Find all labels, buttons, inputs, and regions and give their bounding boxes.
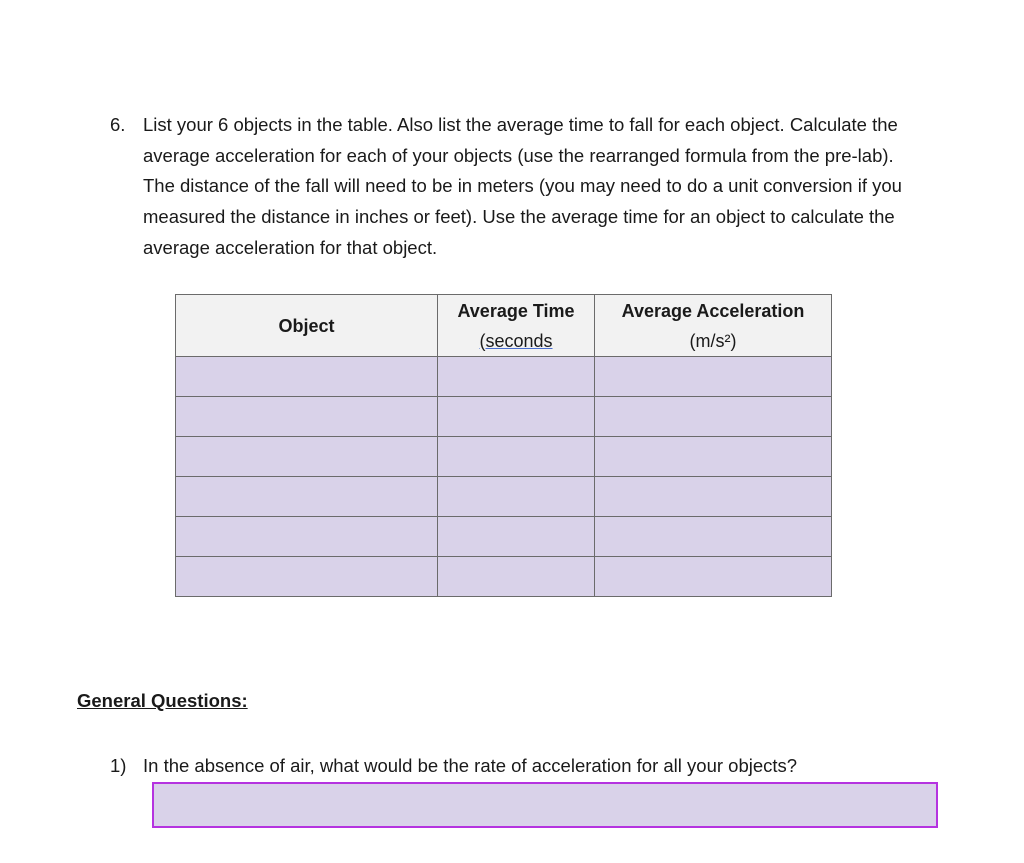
data-table <box>175 294 832 597</box>
header-average-time <box>438 295 595 357</box>
header-unit: (m/s²) <box>689 330 737 351</box>
cell-average-acceleration[interactable] <box>595 517 832 557</box>
table-row <box>176 517 832 557</box>
cell-average-acceleration[interactable] <box>595 477 832 517</box>
cell-object[interactable] <box>176 557 438 597</box>
cell-object[interactable] <box>176 517 438 557</box>
cell-average-time[interactable] <box>438 397 595 437</box>
header-title: Average Acceleration <box>621 300 805 321</box>
cell-average-acceleration[interactable] <box>595 437 832 477</box>
question-6 <box>110 110 930 264</box>
cell-object[interactable] <box>176 357 438 397</box>
header-title: Average Time <box>457 300 575 321</box>
cell-object[interactable] <box>176 397 438 437</box>
cell-average-time[interactable] <box>438 477 595 517</box>
question-1 <box>110 751 930 781</box>
header-object <box>176 295 438 357</box>
cell-average-acceleration[interactable] <box>595 557 832 597</box>
table-row <box>176 397 832 437</box>
question-text: List your 6 objects in the table. Also list the average time to fall for each object. Calculate the average acceleration for each of your objects (use the rearranged formula from the pre-lab). The distance of the fall will need to be in meters (you may need to do a unit conversion if you measured the distance in inches or feet). Use the average time for an object to calculate the average acceleration for that object. <box>143 114 902 258</box>
cell-object[interactable] <box>176 477 438 517</box>
question-number: 1) <box>110 755 127 776</box>
table-row <box>176 357 832 397</box>
cell-object[interactable] <box>176 437 438 477</box>
cell-average-time[interactable] <box>438 517 595 557</box>
table-row <box>176 557 832 597</box>
table-header-row <box>176 295 832 357</box>
table-row <box>176 437 832 477</box>
table-row <box>176 477 832 517</box>
answer-field[interactable] <box>152 782 938 828</box>
cell-average-time[interactable] <box>438 437 595 477</box>
cell-average-time[interactable] <box>438 557 595 597</box>
header-unit: (seconds <box>479 330 553 351</box>
question-text: In the absence of air, what would be the rate of acceleration for all your objects? <box>143 755 798 776</box>
header-title: Object <box>278 315 335 336</box>
cell-average-acceleration[interactable] <box>595 357 832 397</box>
cell-average-acceleration[interactable] <box>595 397 832 437</box>
cell-average-time[interactable] <box>438 357 595 397</box>
question-number: 6. <box>110 114 126 135</box>
general-questions-heading: General Questions: <box>77 690 248 711</box>
header-average-acceleration <box>595 295 832 357</box>
